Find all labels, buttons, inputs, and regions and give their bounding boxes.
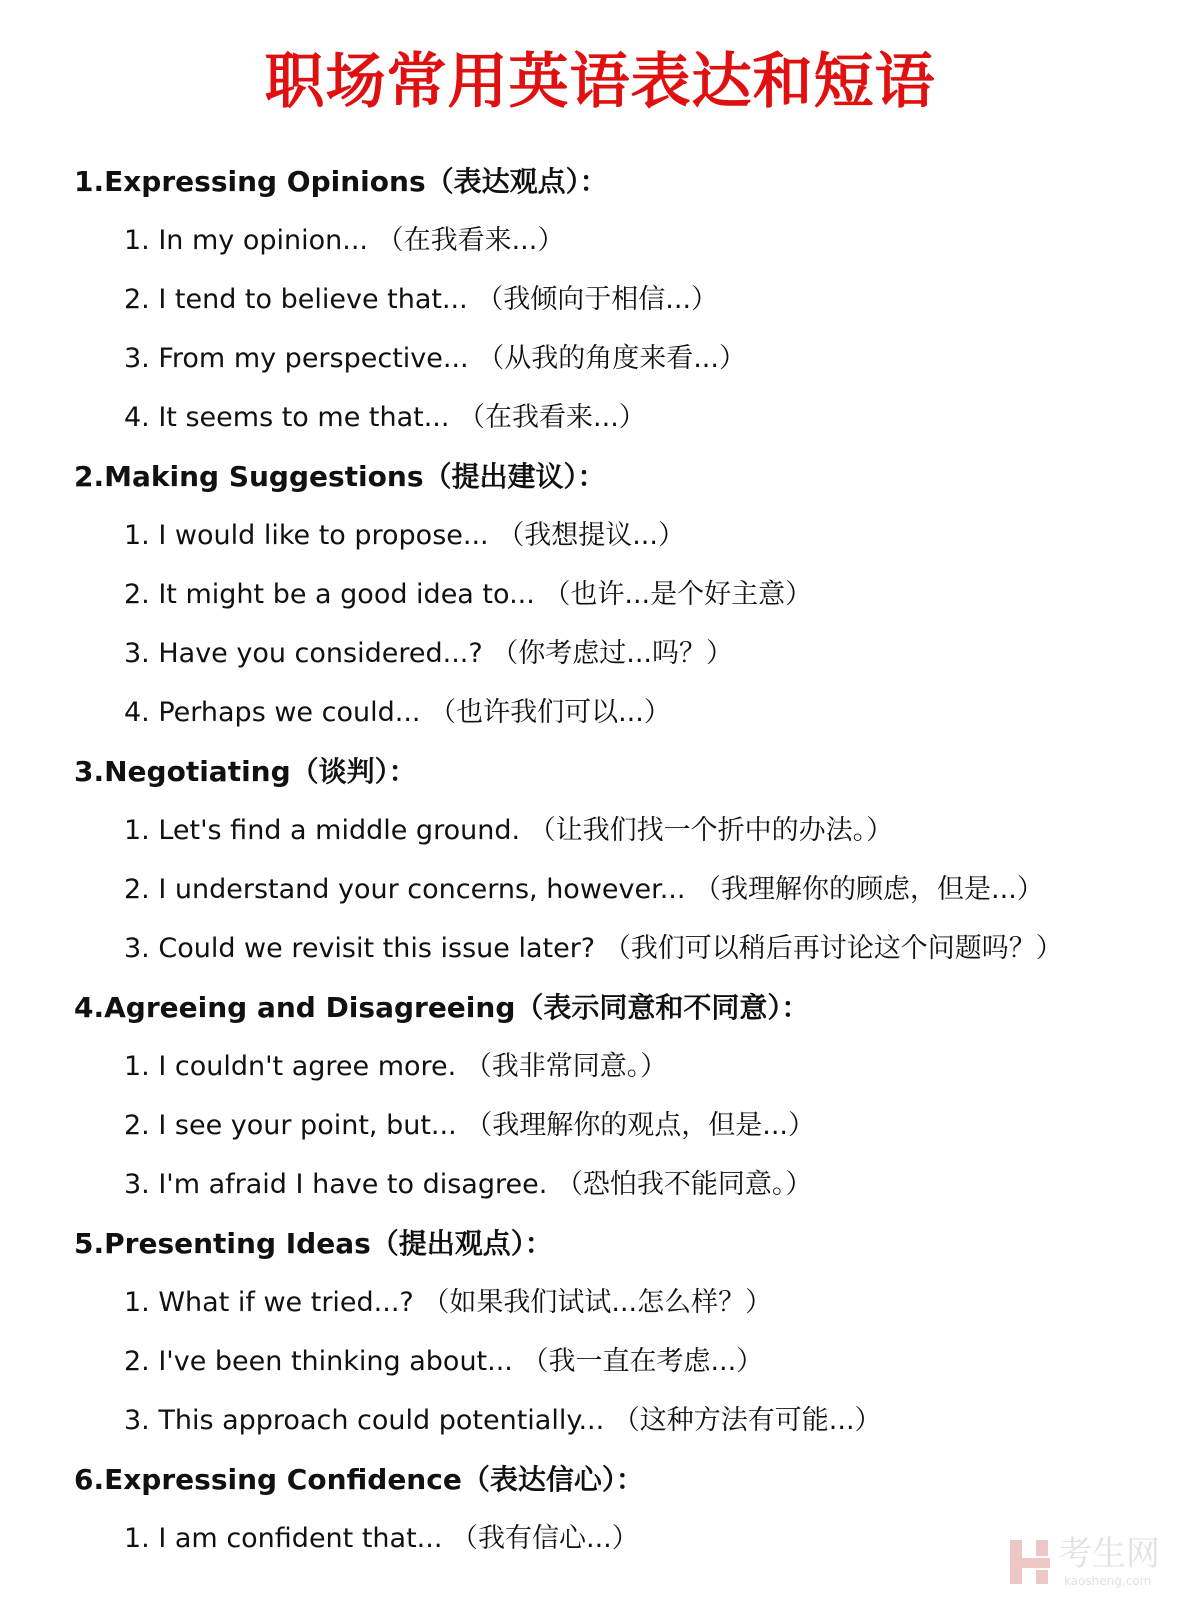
section-heading: 3.Negotiating（谈判）：: [74, 755, 417, 788]
list-item: 4. It seems to me that... （在我看来...）: [124, 402, 646, 433]
list-item: 1. Let's find a middle ground. （让我们找一个折中的办法。）: [124, 815, 894, 846]
list-item: 2. I understand your concerns, however... （我理解你的顾虑，但是...）: [124, 874, 1044, 905]
list-item: 2. I tend to believe that... （我倾向于相信...）: [124, 284, 719, 315]
list-item: 4. Perhaps we could... （也许我们可以...）: [124, 697, 671, 728]
list-item: 3. Have you considered...? （你考虑过...吗？）: [124, 638, 734, 669]
watermark-url: kaosheng.com: [1064, 1574, 1152, 1588]
list-item: 2. It might be a good idea to... （也许...是个好主意）: [124, 579, 813, 610]
page-title: 职场常用英语表达和短语: [264, 47, 936, 117]
list-item: 1. I couldn't agree more. （我非常同意。）: [124, 1051, 668, 1082]
list-item: 2. I see your point, but... （我理解你的观点，但是...）: [124, 1110, 815, 1141]
list-item: 1. I am confident that... （我有信心...）: [124, 1523, 639, 1554]
list-item: 1. In my opinion... （在我看来...）: [124, 225, 565, 256]
list-item: 3. From my perspective... （从我的角度来看...）: [124, 343, 746, 374]
section-negotiating: [0, 742, 1200, 978]
list-item: 3. This approach could potentially... （这种方法有可能...）: [124, 1405, 882, 1436]
section-heading: 5.Presenting Ideas（提出观点）：: [74, 1227, 553, 1260]
section-making-suggestions: [0, 447, 1200, 742]
list-item: 2. I've been thinking about... （我一直在考虑...）: [124, 1346, 764, 1377]
section-heading: 4.Agreeing and Disagreeing（表示同意和不同意）：: [74, 991, 810, 1024]
section-heading: 2.Making Suggestions（提出建议）：: [74, 460, 606, 493]
list-item: 1. I would like to propose... （我想提议...）: [124, 520, 685, 551]
list-item: 3. Could we revisit this issue later? （我们可以稍后再讨论这个问题吗？）: [124, 933, 1063, 964]
watermark: [1008, 1534, 1188, 1592]
watermark-text: 考生网: [1058, 1534, 1160, 1574]
kaosheng-logo-icon: [1008, 1538, 1052, 1586]
list-item: 3. I'm afraid I have to disagree. （恐怕我不能同意。）: [124, 1169, 813, 1200]
list-item: 1. What if we tried...? （如果我们试试...怎么样？）: [124, 1287, 773, 1318]
section-heading: 6.Expressing Confidence（表达信心）：: [74, 1463, 644, 1496]
section-agreeing-disagreeing: [0, 978, 1200, 1214]
section-presenting-ideas: [0, 1214, 1200, 1450]
section-heading: 1.Expressing Opinions（表达观点）：: [74, 165, 608, 198]
section-expressing-opinions: [0, 152, 1200, 447]
phrase-list: [0, 152, 1200, 1568]
